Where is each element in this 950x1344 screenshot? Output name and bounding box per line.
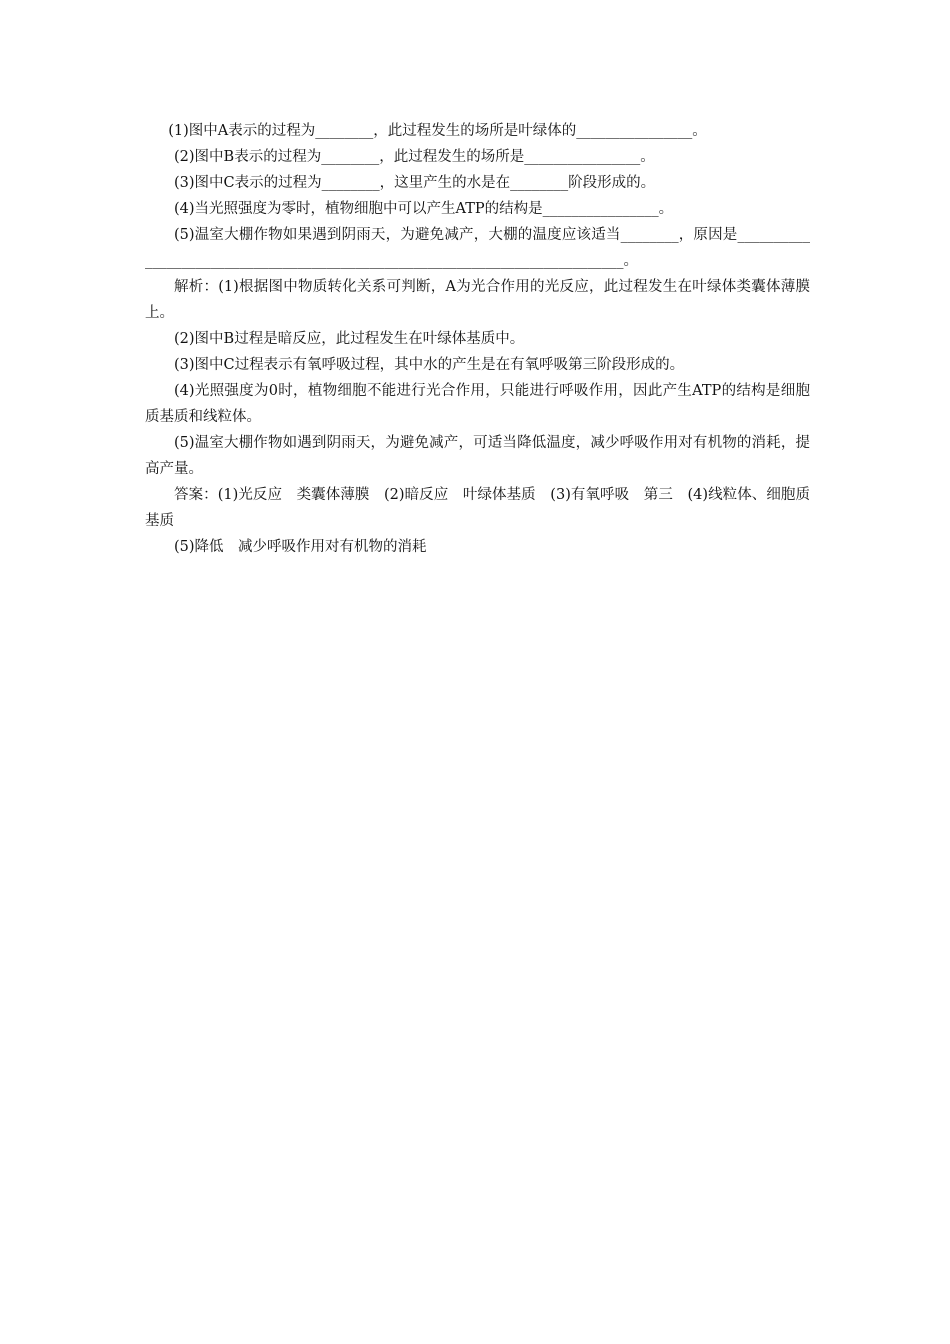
question-4: (4)当光照强度为零时，植物细胞中可以产生ATP的结构是________________。 bbox=[174, 201, 674, 217]
analysis-2: (2)图中B过程是暗反应，此过程发生在叶绿体基质中。 bbox=[174, 331, 525, 347]
question-1: (1)图中A表示的过程为________，此过程发生的场所是叶绿体的________________。 bbox=[168, 123, 707, 139]
question-5: (5)温室大棚作物如果遇到阴雨天，为避免减产，大棚的温度应该适当________，原因是____________________________________________________________________________。 bbox=[145, 227, 810, 269]
analysis-4: (4)光照强度为0时，植物细胞不能进行光合作用，只能进行呼吸作用，因此产生ATP的结构是细胞质基质和线粒体。 bbox=[145, 383, 810, 425]
answer-line-1: 答案：(1)光反应 类囊体薄膜 (2)暗反应 叶绿体基质 (3)有氧呼吸 第三 (4)线粒体、细胞质基质 bbox=[145, 487, 810, 529]
analysis-5: (5)温室大棚作物如遇到阴雨天，为避免减产，可适当降低温度，减少呼吸作用对有机物的消耗，提高产量。 bbox=[145, 435, 810, 477]
question-2: (2)图中B表示的过程为________，此过程发生的场所是________________。 bbox=[174, 149, 655, 165]
analysis-1: 解析：(1)根据图中物质转化关系可判断，A为光合作用的光反应，此过程发生在叶绿体类囊体薄膜上。 bbox=[145, 279, 810, 321]
answer-line-2: (5)降低 减少呼吸作用对有机物的消耗 bbox=[174, 539, 427, 555]
question-3: (3)图中C表示的过程为________，这里产生的水是在________阶段形成的。 bbox=[174, 175, 656, 191]
document-page bbox=[145, 118, 810, 560]
analysis-3: (3)图中C过程表示有氧呼吸过程，其中水的产生是在有氧呼吸第三阶段形成的。 bbox=[174, 357, 685, 373]
